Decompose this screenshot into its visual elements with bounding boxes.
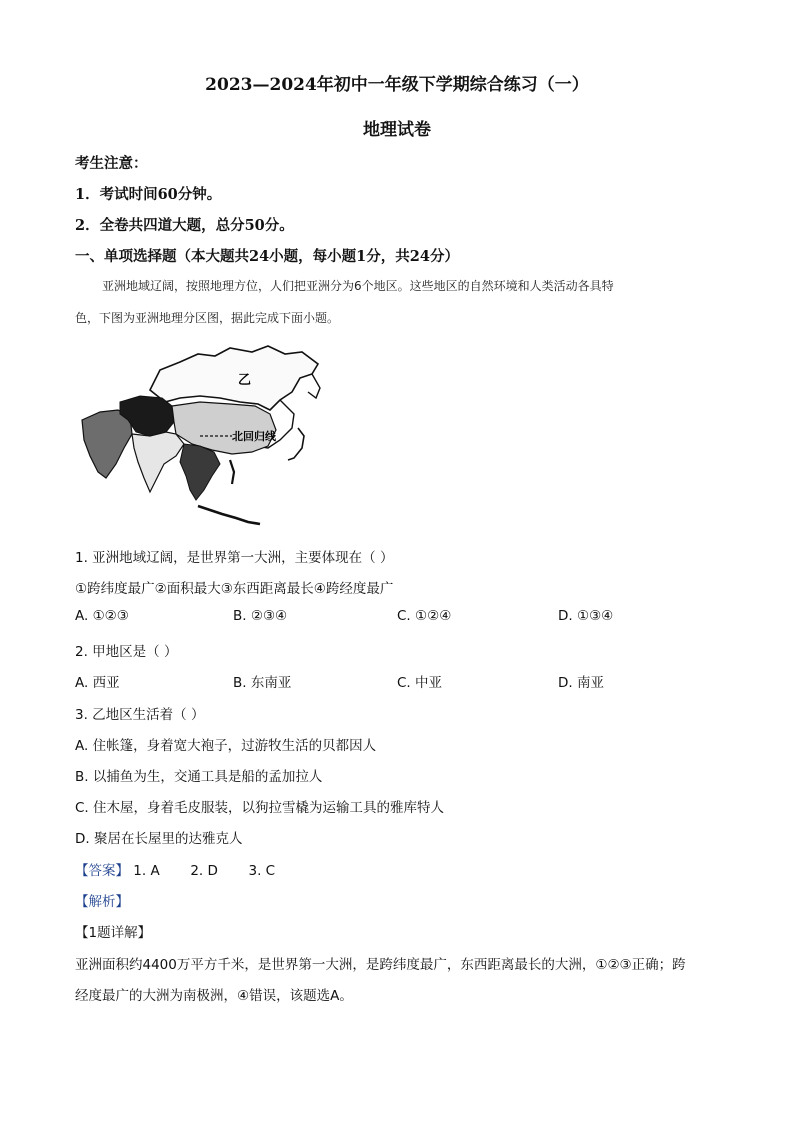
- section-heading: 一、单项选择题（本大题共24小题，每小题1分，共24分）: [75, 248, 459, 265]
- analysis-label: 【解析】: [75, 894, 129, 910]
- option[interactable]: B. 东南亚: [233, 675, 292, 691]
- notice-item: 2．全卷共四道大题，总分50分。: [75, 217, 294, 234]
- option[interactable]: D. 聚居在长屋里的达雅克人: [75, 831, 243, 847]
- answer-value: 3. C: [248, 863, 276, 879]
- japan-islands: [288, 428, 304, 460]
- kamchatka: [308, 374, 320, 398]
- answer-row: [75, 859, 275, 879]
- south-asia-region: [132, 432, 184, 492]
- question-stem: 2. 甲地区是（ ）: [75, 644, 178, 660]
- answer-label: 【答案】: [75, 863, 129, 879]
- west-asia-region: [82, 410, 132, 478]
- answer-value: 1. A: [133, 863, 160, 879]
- analysis-text-line: 亚洲面积约4400万平方千米，是世界第一大洲，是跨纬度最广，东西距离最长的大洲，①②③正确；跨: [75, 957, 686, 973]
- option[interactable]: C. 住木屋，身着毛皮服装，以狗拉雪橇为运输工具的雅库特人: [75, 800, 445, 816]
- option[interactable]: D. 南亚: [558, 675, 604, 691]
- analysis-text-line: 经度最广的大洲为南极洲，④错误，该题选A。: [75, 988, 353, 1004]
- notice-item: 1．考试时间60分钟。: [75, 186, 222, 203]
- southeast-asia-islands: [198, 506, 260, 524]
- option[interactable]: A. 西亚: [75, 675, 120, 691]
- page-title: 2023—2024年初中一年级下学期综合练习（一）: [205, 75, 589, 95]
- question-sub-statements: ①跨纬度最广②面积最大③东西距离最长④跨经度最广: [75, 581, 394, 597]
- question-stem: 3. 乙地区生活着（ ）: [75, 707, 205, 723]
- option[interactable]: B. 以捕鱼为生，交通工具是船的孟加拉人: [75, 769, 323, 785]
- option[interactable]: C. ①②④: [397, 608, 452, 624]
- map-label-yi: 乙: [238, 373, 252, 388]
- asia-region-map: [80, 340, 340, 540]
- option[interactable]: A. ①②③: [75, 608, 129, 624]
- answer-value: 2. D: [190, 863, 218, 879]
- option[interactable]: A. 住帐篷，身着宽大袍子，过游牧生活的贝都因人: [75, 738, 377, 754]
- north-asia-region: [150, 346, 318, 410]
- detail-label: 【1题详解】: [75, 925, 152, 941]
- philippines-islands: [230, 460, 234, 484]
- question-stem: 1. 亚洲地域辽阔，是世界第一大洲，主要体现在（ ）: [75, 550, 394, 566]
- southeast-asia-region: [180, 444, 220, 500]
- intro-text-line: 色，下图为亚洲地理分区图，据此完成下面小题。: [75, 311, 340, 325]
- page-subtitle: 地理试卷: [363, 120, 431, 140]
- option[interactable]: B. ②③④: [233, 608, 288, 624]
- map-label-tropic: 北回归线: [232, 430, 276, 443]
- notice-heading: 考生注意：: [75, 155, 148, 172]
- option[interactable]: D. ①③④: [558, 608, 614, 624]
- intro-text-line: 亚洲地域辽阔，按照地理方位，人们把亚洲分为6个地区。这些地区的自然环境和人类活动各具特: [102, 279, 614, 293]
- option[interactable]: C. 中亚: [397, 675, 443, 691]
